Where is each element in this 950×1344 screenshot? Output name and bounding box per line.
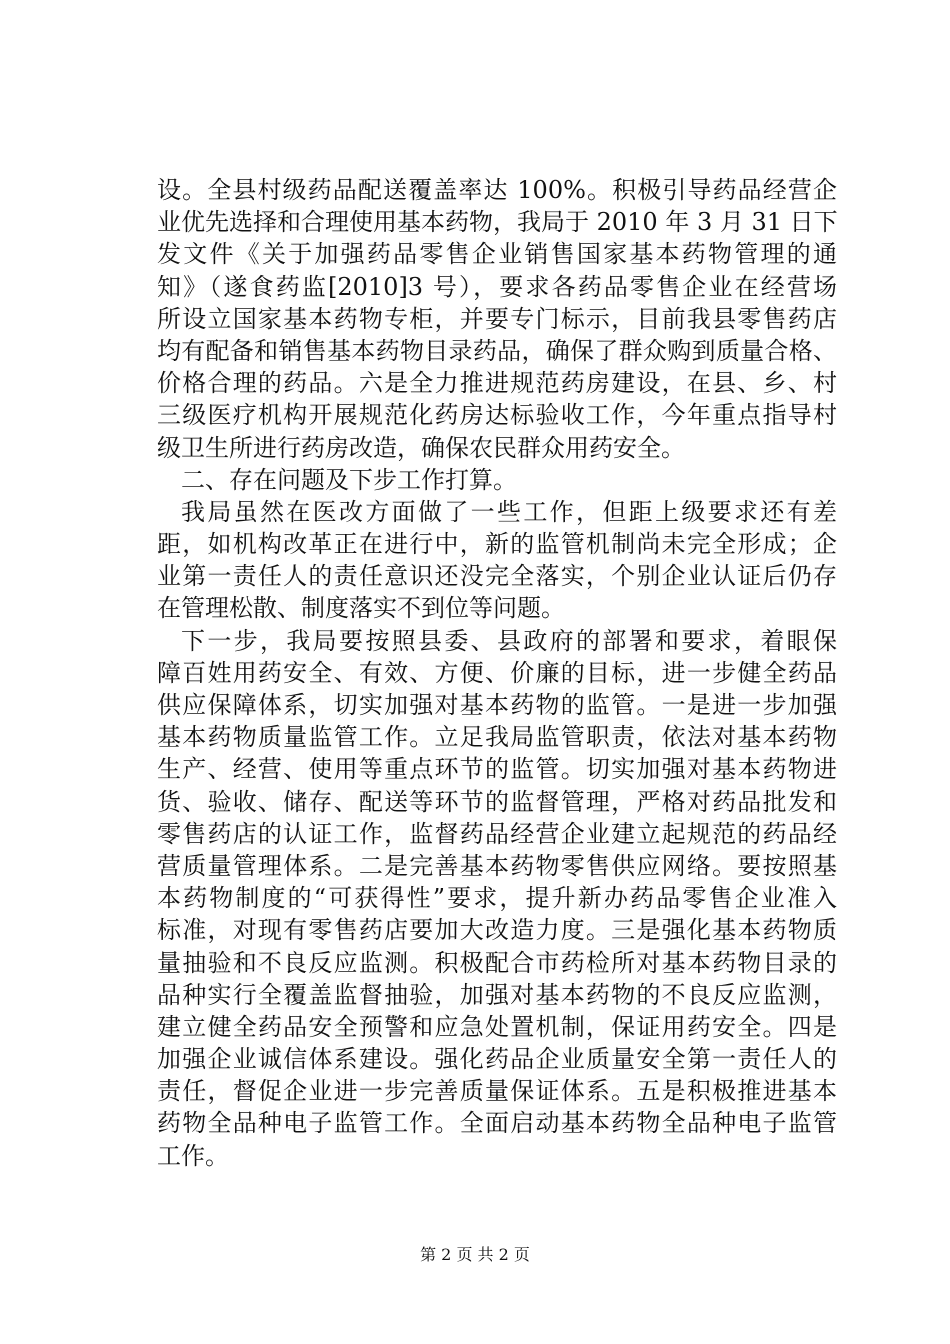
text-line: 知》（遂食药监[2010]3 号），要求各药品零售企业在经营场 xyxy=(157,272,837,301)
text-line: 业优先选择和合理使用基本药物，我局于 2010 年 3 月 31 日下 xyxy=(157,208,838,237)
text-line: 加强企业诚信体系建设。强化药品企业质量安全第一责任人的 xyxy=(157,1045,837,1074)
text-line: 发文件《关于加强药品零售企业销售国家基本药物管理的通 xyxy=(157,240,837,269)
text-line: 建立健全药品安全预警和应急处置机制，保证用药安全。四是 xyxy=(157,1012,837,1041)
text-line: 量抽验和不良反应监测。积极配合市药检所对基本药物目录的 xyxy=(157,948,837,977)
text-line: 基本药物质量监管工作。立足我局监管职责，依法对基本药物 xyxy=(157,723,837,752)
text-line: 障百姓用药安全、有效、方便、价廉的目标，进一步健全药品 xyxy=(157,658,837,687)
text-line: 品种实行全覆盖监督抽验，加强对基本药物的不良反应监测， xyxy=(157,980,837,1009)
text-line: 下一步，我局要按照县委、县政府的部署和要求，着眼保 xyxy=(181,626,837,655)
text-line: 供应保障体系，切实加强对基本药物的监管。一是进一步加强 xyxy=(157,691,837,719)
text-line: 业第一责任人的责任意识还没完全落实，个别企业认证后仍存 xyxy=(157,562,837,591)
document-body xyxy=(157,174,837,1172)
text-line: 在管理松散、制度落实不到位等问题。 xyxy=(157,594,565,623)
text-line: 营质量管理体系。二是完善基本药物零售供应网络。要按照基 xyxy=(157,851,837,880)
text-line: 责任，督促企业进一步完善质量保证体系。五是积极推进基本 xyxy=(157,1077,837,1106)
text-line: 零售药店的认证工作，监督药品经营企业建立起规范的药品经 xyxy=(157,819,837,848)
text-line: 生产、经营、使用等重点环节的监管。切实加强对基本药物进 xyxy=(157,755,837,784)
text-line: 药物全品种电子监管工作。全面启动基本药物全品种电子监管 xyxy=(157,1109,837,1138)
text-line: 标准，对现有零售药店要加大改造力度。三是强化基本药物质 xyxy=(157,916,837,945)
text-line: 价格合理的药品。六是全力推进规范药房建设，在县、乡、村 xyxy=(157,369,837,398)
text-line: 本药物制度的“可获得性”要求，提升新办药品零售企业准入 xyxy=(157,884,837,913)
text-line: 级卫生所进行药房改造，确保农民群众用药安全。 xyxy=(157,433,685,462)
text-line: 距，如机构改革正在进行中，新的监管机制尚未完全形成；企 xyxy=(157,530,837,559)
text-line: 三级医疗机构开展规范化药房达标验收工作，今年重点指导村 xyxy=(157,401,837,430)
text-line: 货、验收、储存、配送等环节的监督管理，严格对药品批发和 xyxy=(157,787,837,816)
text-line: 我局虽然在医改方面做了一些工作，但距上级要求还有差 xyxy=(181,497,837,526)
text-line: 工作。 xyxy=(157,1141,229,1170)
text-line: 所设立国家基本药物专柜，并要专门标示，目前我县零售药店 xyxy=(157,304,837,333)
page-number-footer: 第 2 页 共 2 页 xyxy=(420,1245,530,1264)
section-heading: 二、存在问题及下步工作打算。 xyxy=(181,465,517,494)
text-line: 设。全县村级药品配送覆盖率达 100%。积极引导药品经营企 xyxy=(157,176,837,204)
text-line: 均有配备和销售基本药物目录药品，确保了群众购到质量合格、 xyxy=(157,336,837,365)
